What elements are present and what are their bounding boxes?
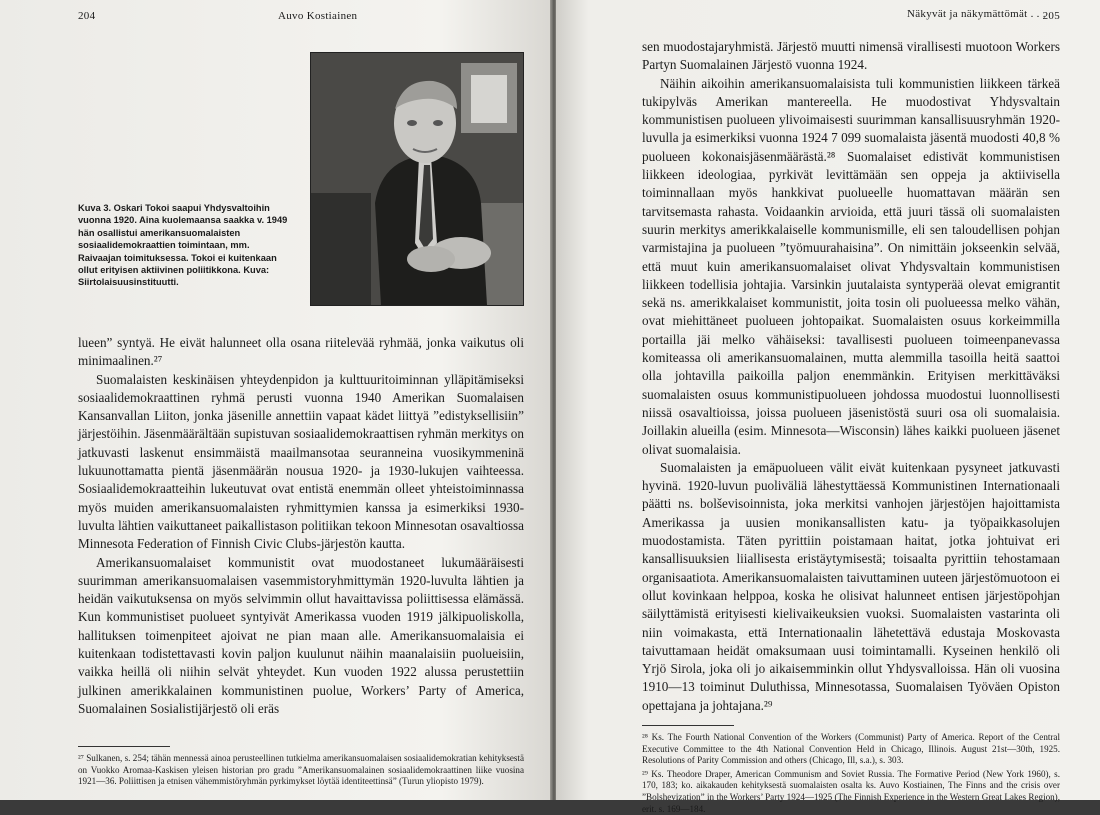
portrait-photo: [310, 52, 524, 306]
footnote-divider: [78, 746, 170, 747]
page-number: 204: [78, 10, 96, 22]
footnote: ²⁸ Ks. The Fourth National Convention of the Workers (Communist) Party of America. Report of the Central Executive Committee to the 4th National Convention Held in Chicago, Illinois. August 21st—30th, 1925. Resolutions of Parity Commission and others (Chicago, Ill, s.a.), s. 303.: [642, 731, 1060, 766]
left-page: [0, 0, 552, 800]
paragraph: Suomalaisten keskinäisen yhteydenpidon ja kulttuuritoiminnan ylläpitämiseksi sosiaalidemokraattinen ryhmä perusti vuonna 1940 Amerikan Suomalaisen Kansanvallan Liiton, jonka jäsenille annettiin vapaat kädet liittyä ”edistyksellisiin” järjestöihin. Jäsenmäärältään supistuvan sosiaalidemokraattisen ryhmän merkitys on jatkuvasti laskenut ensimmäistä maailmansotaa seuranneina vuosikymmeninä lukuunottamatta pientä jäsenmäärän nousua 1920- ja 1930-lukujen vaihteessa. Sosiaalidemokraatteihin lukeutuvat ovat entistä enemmän olleet yhteistoiminnassa myös muiden amerikansuomalaisten ryhmittymien kanssa ja esimerkiksi 1930-luvulta lähtien vaikuttaneet paikallistason politiikan tekoon Minnesotan osavaltiossa Minnesota Federation of Finnish Civic Clubs-järjestön kautta.: [78, 371, 524, 552]
right-page-header: [642, 10, 1060, 30]
running-head: Auvo Kostiainen: [278, 10, 358, 22]
paragraph: Amerikansuomalaiset kommunistit ovat muodostaneet lukumääräisesti suurimman amerikansuomalaisen vasemmistoryhmittymän 1920-luvulta lähtien ja heidän vaikutuksensa on myös selvimmin ollut havaittavissa poliittisessa elämässä. Kun kommunistiset puolueet syntyivät Amerikassa vuoden 1919 jälkipuoliskolla, hallituksen toimenpiteet ajoivat ne pian maan alle. Amerikansuomalaisia ei kuitenkaan todistettavasti kovin paljon kuulunut näihin maanalaisiin puolueisiin, vaikka heillä oli niihin selvät yhteydet. Kun vuoden 1922 alussa perustettiin julkinen amerikkalainen kommunistinen puolue, Workers’ Party of America, Suomalainen Sosialistijärjestö oli eräs: [78, 554, 524, 716]
footnote: ²⁷ Sulkanen, s. 254; tähän mennessä ainoa perusteellinen tutkielma amerikansuomalaisen sosiaalidemokratian kehityksestä on Vuokko Aromaa-Kaskisen yleisen historian pro gradu ”Amerikansuomalainen sosiaalidemokraattinen liike vuosina 1921—36. Poliittisen ja etnisen vähemmistöryhmän pyrkimykset löytää identiteettinsä” (Turun yliopisto 1979).: [78, 753, 524, 787]
running-head: Näkyvät ja näkymättömät . . .: [907, 8, 1046, 20]
left-body-text: [78, 334, 524, 718]
figure: [78, 52, 524, 324]
portrait-photo-graphic: [311, 53, 523, 305]
right-footnotes: [642, 732, 1060, 815]
page-number: 205: [1042, 10, 1060, 22]
right-page: [556, 0, 1100, 814]
left-footnotes: [78, 753, 524, 788]
footnote: ²⁹ Ks. Theodore Draper, American Communism and Soviet Russia. The Formative Period (New York 1960), s. 170, 183; ko. aikakauden kehityksestä suomalaisten osalta ks. Auvo Kostiainen, The Finns and the crisis over ”Bolshevization” in the Workers’ Party 1924—1925 (The Finnish Experience in the Western Great Lakes Region), erit. s. 169—184.: [642, 768, 1060, 814]
paragraph: lueen” syntyä. He eivät halunneet olla osana riitelevää ryhmää, jonka vaikutus oli minimaalinen.²⁷: [78, 335, 524, 369]
footnote-divider: [642, 725, 734, 726]
figure-caption: Kuva 3. Oskari Tokoi saapui Yhdysvaltoihin vuonna 1920. Aina kuolemaansa saakka v. 1949 hän osallistui amerikansuomalaisten sosiaalidemokraattien toimintaan, mm. Raivaajan toimituksessa. Tokoi ei kuitenkaan ollut erityisen aktiivinen poliitikkona. Kuva: Siirtolaisuusinstituutti.: [78, 203, 288, 288]
paragraph: sen muodostajaryhmistä. Järjestö muutti nimensä virallisesti muotoon Workers Partyn Suomalainen Järjestö vuonna 1924.: [642, 39, 1060, 73]
paragraph: Näihin aikoihin amerikansuomalaisista tuli kommunistien liikkeen tärkeä tukipylväs Amerikan mantereella. He muodostivat Yhdysvaltain kommunistisen puolueen ylivoimaisesti suurimman kansallisuusryhmän 1920-luvulla ja esimerkiksi vuonna 1924 7 099 suomalaista jäsentä muodosti 40,8 % puolueen kokonaisjäsenmäärästä.²⁸ Suomalaiset edistivät kommunistisen liikkeen ideologiaa, pyrkivät levittämään sen oppeja ja aktiivisella toiminnallaan myös hankkivat puolueelle huomattavan määrän sen tarvitsemasta rahasta. Voidaankin arvioida, että juuri tässä oli suomalaisten suurin merkitys amerikkalaiselle kommunismille, eli sen taloudellisen pohjan varmistajina ja puolueen ”työmuurahaisina”. On nimittäin jokseenkin selvää, että muut kuin amerikansuomalaiset olivat Yhdysvaltain kommunistisen liikkeen todellisia johtajia. Varsinkin juutalaista syntyperää olevat emigrantit sekä ns. amerikkalaiset kommunistit, joita tosin oli puolueessa melko vähän, ovat miehittäneet puolueen johtopaikat. Suomalaisten osuus korkeimmilla portailla jäi melko vähäiseksi: tavallisesti puolueen toimeenpanevassa komiteassa oli amerikansuomalainen, mutta alemmilla tasoilla heitä saattoi olla johtavilla paikoilla paljon enemmänkin. Erityisen merkittäväksi suomalaisten osuus kommunistipuolueen johdossa muodostui luonnollisesti niissä osavaltioissa, joissa puolueen jäsenistöstä suuri osa oli suomalaisia. Joillakin alueilla (esim. Minnesota—Wisconsin) lähes kaikki puolueen jäsenet olivat suomalaisia.: [642, 75, 1060, 457]
paragraph: Suomalaisten ja emäpuolueen välit eivät kuitenkaan pysyneet jatkuvasti hyvinä. 1920-luvun puoliväliä lähestyttäessä Kommunistinen Internationaali päätti ns. bolševisoinnista, joka merkitsi vanhojen järjestöjen hajoittamista Amerikassa ja uusien monikansallisten katu- ja työpaikkasolujen muodostamista. Täten pyrittiin poistamaan haitat, jotka johtuivat eri kansallisuuksien liiallisesta eristäytymisestä; toisaalta pyrittiin tehostamaan organisaatiota. Amerikansuomalaisten taivuttaminen uuteen järjestömuotoon ei ollut kovinkaan helppoa, koska he olisivat halunneet entisen järjestöpohjan säilyttämistä erityisesti kielivaikeuksien vuoksi. Suomalaisten vastarinta oli niin voimakasta, että Internationaalin lähetettävä edustaja Moskovasta taivuttamaan heidät omaksumaan uusi toimintamalli. Kyseinen henkilö oli Yrjö Sirola, joka oli jo aikaisemminkin ollut Yhdysvalloissa. Hän oli vuosina 1910—13 toiminut Duluthissa, Minnesotassa, Suomalaisen Työväen Opiston opettajana ja johtajana.²⁹: [642, 459, 1060, 713]
right-body-text: [642, 38, 1060, 715]
left-page-header: [78, 10, 524, 30]
